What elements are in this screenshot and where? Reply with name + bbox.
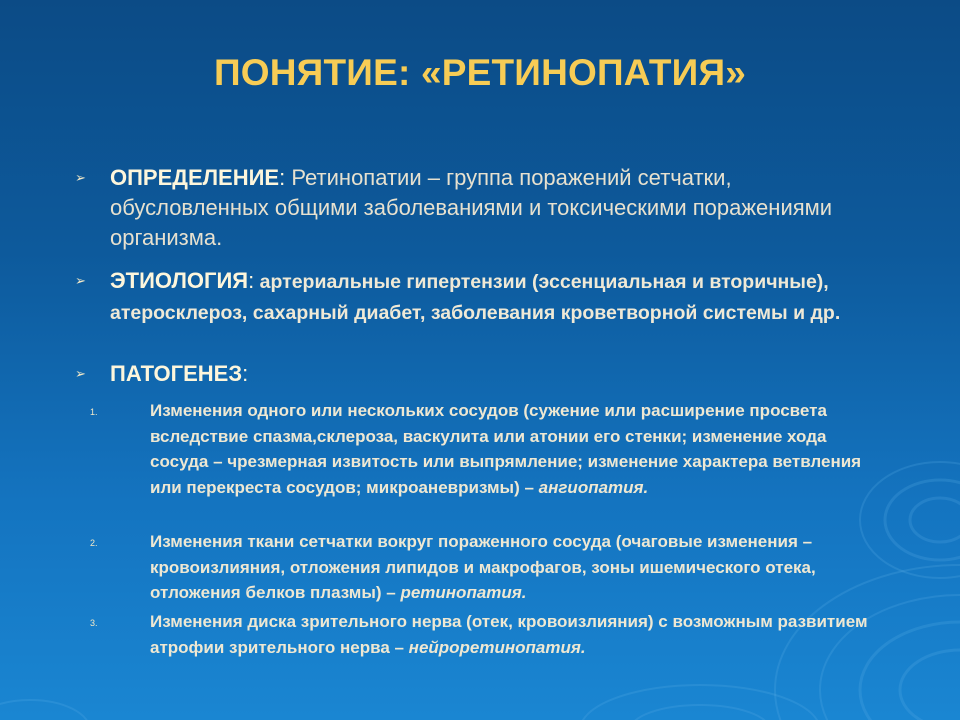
subitem-text: Изменения ткани сетчатки вокруг пораженного сосуда (очаговые изменения – кровоизлияния, отложения липидов и макрофагов, зоны ишемического отека, отложения белков плазмы) – (150, 532, 816, 602)
arrow-bullet-icon: ➢ (75, 366, 86, 381)
pathogenesis-subitem-3 (90, 609, 880, 660)
pathogenesis-subitem-1 (90, 398, 880, 500)
subitem-number: 1. (90, 407, 98, 417)
arrow-bullet-icon: ➢ (75, 170, 86, 185)
slide-title: ПОНЯТИЕ: «РЕТИНОПАТИЯ» (213, 52, 747, 93)
subitem-number: 3. (90, 618, 98, 628)
pathogenesis-item (75, 359, 850, 389)
subitem-number: 2. (90, 538, 98, 548)
etiology-item (75, 266, 850, 328)
pathogenesis-subitem-2 (90, 529, 880, 606)
subitem-emphasis: нейроретинопатия. (408, 637, 586, 657)
subitem-emphasis: ретинопатия. (400, 583, 527, 602)
etiology-term: ЭТИОЛОГИЯ (110, 268, 249, 293)
etiology-colon: : (248, 268, 255, 293)
pathogenesis-term: ПАТОГЕНЕЗ (110, 361, 243, 386)
definition-item (75, 163, 850, 253)
subitem-emphasis: ангиопатия. (538, 477, 649, 497)
subitem-text: Изменения диска зрительного нерва (отек, кровоизлияния) с возможным развитием атрофии зрительного нерва – (150, 612, 868, 657)
definition-colon: : (279, 165, 286, 190)
subitem-text: Изменения одного или нескольких сосудов (сужение или расширение просвета вследствие спазма,склероза, васкулита или атонии его стенки; изменение хода сосуда – чрезмерная извитость или выпрямление; изменение характера ветвления или перекреста сосудов; микроаневризмы) – (150, 401, 862, 497)
arrow-bullet-icon: ➢ (75, 273, 86, 288)
definition-term: ОПРЕДЕЛЕНИЕ (110, 165, 280, 190)
etiology-text: артериальные гипертензии (эссенциальная и вторичные), атеросклероз, сахарный диабет, заболевания кроветворной системы и др. (110, 271, 841, 324)
pathogenesis-colon: : (242, 361, 249, 386)
definition-text: Ретинопатии – группа поражений сетчатки, обусловленных общими заболеваниями и токсическими поражениями организма. (110, 165, 833, 250)
